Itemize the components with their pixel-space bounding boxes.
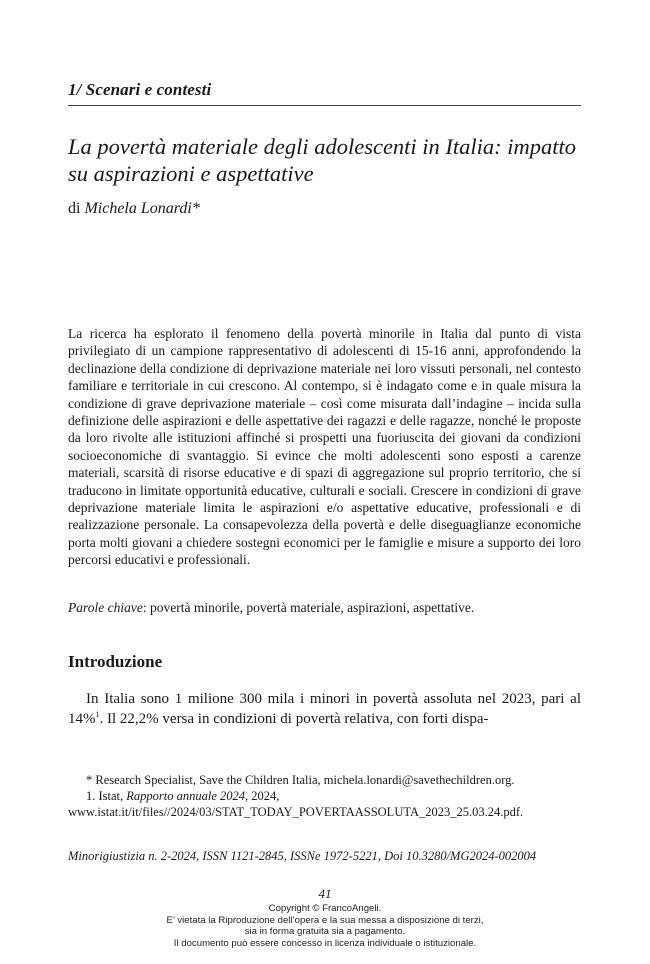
article-title: La povertà materiale degli adolescenti in Italia: impatto su aspirazioni e aspettative (68, 134, 577, 186)
intro-text-after: . Il 22,2% versa in condizioni di povertà relativa, con forti dispa- (99, 711, 489, 727)
abstract: La ricerca ha esplorato il fenomeno della povertà minorile in Italia dal punto di vista privilegiato di un campione rappresentativo di adolescenti di 15-16 anni, approfondendo la declinazione della condizione di deprivazione materiale nei loro vissuti personali, nel contesto familiare e territoriale in cui crescono. Al contempo, si è indagato come e in quale misura la condizione di grave deprivazione materiale – così come misurata dall’indagine – incida sulla definizione delle aspirazioni e delle aspettative dei ragazzi e delle ragazze, nonché le proposte da loro rivolte alle istituzioni affinché si prospetti una fuoriuscita dei giovani da condizioni socioeconomiche di svantaggio. Si evince che molti adolescenti sono esposti a carenze materiali, scarsità di risorse educative e di spazi di aggregazione sul proprio territorio, che si traducono in limitate opportunità educative, culturali e sociali. Crescere in condizioni di grave deprivazione materiale limita le aspirazioni e/o aspettative educative, professionali e di realizzazione personale. La consapevolezza della povertà e delle diseguaglianze economiche porta molti giovani a chiedere sostegni economici per le famiglie e misure a supporto dei loro percorsi educativi e professionali. (68, 326, 581, 568)
footnote-1-title: Rapporto annuale 2024 (126, 789, 246, 803)
section-label: 1/ Scenari e contesti (68, 80, 212, 99)
copyright-line-2: E’ vietata la Riproduzione dell’opera e la sua messa a disposizione di terzi, (166, 914, 484, 926)
author-name: Michela Lonardi* (84, 200, 200, 217)
keywords-text: : povertà minorile, povertà materiale, aspirazioni, aspettative. (142, 600, 475, 615)
footnote-1-rest: , 2024, www.istat.it/it/files//2024/03/STAT_TODAY_POVERTAASSOLUTA_2023_25.03.24.pdf. (68, 789, 524, 819)
intro-text-before: In Italia sono 1 milione 300 mila i minori in povertà assoluta nel 2023, pari al 14% (68, 691, 581, 727)
author-prefix: di (68, 200, 85, 217)
section-heading-introduzione: Introduzione (68, 652, 163, 671)
footnote-ref: 1 (95, 710, 100, 719)
header-rule (68, 105, 581, 106)
keywords-label: Parole chiave (68, 600, 143, 615)
footnotes (68, 772, 581, 820)
intro-paragraph (68, 689, 581, 729)
author-line (68, 200, 200, 218)
copyright-notice (0, 903, 650, 949)
keywords (68, 599, 581, 616)
footnote-1 (68, 788, 581, 820)
copyright-line-1: Copyright © FrancoAngeli. (268, 903, 382, 914)
journal-citation: Minorigiustizia n. 2-2024, ISSN 1121-2845, ISSNe 1972-5221, Doi 10.3280/MG2024-002004 (68, 849, 537, 863)
footnote-1-prefix: 1. Istat, (86, 789, 127, 803)
copyright-line-3: sia in forma gratuita sia a pagamento. (244, 926, 406, 937)
footnote-author: * Research Specialist, Save the Children Italia, michela.lonardi@savethechildren.org. (86, 773, 515, 787)
copyright-line-4: Il documento può essere concesso in licenza individuale o istituzionale. (173, 937, 477, 949)
page-number: 41 (318, 886, 332, 901)
